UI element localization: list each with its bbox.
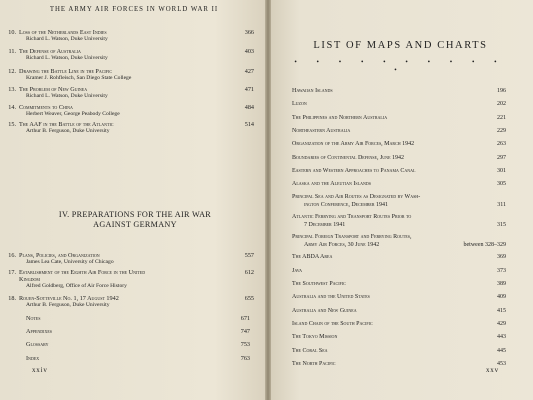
- entry-page: 366: [244, 29, 254, 36]
- map-title: The North Pacific: [292, 360, 336, 367]
- map-page: 311: [497, 201, 506, 208]
- entry-page: 655: [244, 295, 254, 302]
- toc-entry: [4, 121, 254, 145]
- entry-number: 11.: [8, 48, 16, 55]
- map-title: Island Chain of the South Pacific: [292, 320, 373, 327]
- map-entry: [292, 267, 506, 275]
- map-title: Eastern and Western Approaches to Panama Canal: [292, 167, 416, 174]
- book-gutter: [265, 0, 271, 400]
- running-head: THE ARMY AIR FORCES IN WORLD WAR II: [49, 6, 219, 13]
- map-title: Principal Foreign Transport and Ferrying Routes,: [292, 234, 412, 241]
- back-matter-label: Notes: [26, 315, 41, 322]
- back-matter-entry: [26, 315, 250, 322]
- entry-title: Drawing the Battle Line in the Pacific: [19, 68, 112, 75]
- entry-title: Establishment of the Eighth Air Force in the United: [19, 269, 146, 276]
- back-matter-label: Appendixes: [26, 328, 53, 335]
- map-title: Boundaries of Continental Defense, June 1942: [292, 154, 405, 161]
- entry-author: Kramer J. Rohfleisch, San Diego State College: [26, 75, 132, 81]
- map-entry: [292, 307, 506, 315]
- entry-title-continued: Kingdom: [19, 276, 40, 283]
- back-matter-page: 747: [240, 328, 250, 335]
- part-heading-line2: AGAINST GERMANY: [93, 220, 177, 229]
- map-entry: [292, 214, 506, 228]
- map-title: Luzon: [292, 101, 307, 108]
- map-page: 409: [497, 294, 506, 301]
- page-number-right: xxv: [486, 366, 499, 374]
- entry-title: The Problem of New Guinea: [19, 86, 88, 93]
- entry-number: 18.: [8, 295, 16, 302]
- map-entry: [292, 127, 506, 135]
- map-entry: [292, 141, 506, 148]
- entry-author: Arthur B. Ferguson, Duke University: [26, 302, 110, 308]
- map-entry: [292, 254, 506, 261]
- map-page: 443: [497, 334, 506, 341]
- back-matter-page: 753: [240, 341, 250, 348]
- map-page: 415: [497, 307, 506, 314]
- entry-number: 14.: [8, 104, 16, 111]
- entry-author: Herbert Weaver, George Peabody College: [26, 111, 120, 117]
- entry-number: 15.: [8, 121, 16, 128]
- map-page: 429: [497, 320, 506, 327]
- map-title-continued: 7 December 1941: [304, 221, 346, 228]
- map-page: 196: [497, 88, 506, 94]
- map-page: 445: [497, 347, 506, 354]
- map-entry: [292, 360, 506, 368]
- back-matter-label: Glossary: [26, 341, 49, 348]
- entry-page: 471: [244, 86, 254, 93]
- back-matter-page: 763: [240, 355, 250, 362]
- entry-number: 17.: [8, 269, 16, 276]
- entry-page: 557: [244, 252, 254, 259]
- entry-page: 427: [244, 68, 254, 75]
- entry-author: Richard L. Watson, Duke University: [26, 55, 108, 61]
- map-title: The ABDA Area: [292, 254, 333, 261]
- map-entry: [292, 181, 506, 188]
- map-title: Java: [292, 267, 302, 274]
- map-page: 389: [497, 281, 506, 287]
- entry-author: James Lea Cate, University of Chicago: [26, 259, 114, 265]
- map-title: Alaska and the Aleutian Islands: [292, 181, 371, 188]
- list-title: LIST OF MAPS AND CHARTS: [313, 40, 488, 51]
- map-title: Northeastern Australia: [292, 127, 351, 134]
- map-entry: [292, 234, 506, 248]
- map-entry: [292, 281, 506, 288]
- map-entry: [292, 114, 506, 122]
- map-entry: [292, 334, 506, 341]
- map-entry: [292, 88, 506, 95]
- ornament-dots: • • • • • • • • • • •: [294, 58, 506, 74]
- entry-page: 484: [244, 104, 254, 111]
- part-heading-line1: IV. PREPARATIONS FOR THE AIR WAR: [58, 210, 212, 219]
- map-title: The Southwest Pacific: [292, 281, 346, 287]
- back-matter-label: Index: [26, 355, 40, 362]
- entry-title: The AAF in the Battle of the Atlantic: [19, 121, 114, 128]
- map-entry: [292, 101, 506, 108]
- entry-author: Arthur B. Ferguson, Duke University: [26, 128, 110, 134]
- page-number-left: xxiv: [32, 366, 48, 374]
- entry-title: Rouen-Sotteville No. 1, 17 August 1942: [19, 295, 119, 302]
- map-page: 315: [497, 221, 506, 228]
- entry-page: 403: [244, 48, 254, 55]
- map-entry: [292, 154, 506, 162]
- map-page: 369: [497, 254, 506, 261]
- map-title: Australia and New Guinea: [292, 307, 357, 314]
- map-title: Hawaiian Islands: [292, 88, 333, 94]
- entry-number: 12.: [8, 68, 16, 75]
- map-entry: [292, 347, 506, 355]
- map-title: The Philippines and Northern Australia: [292, 114, 388, 121]
- map-page: 305: [497, 181, 506, 188]
- entry-author: Richard L. Watson, Duke University: [26, 36, 108, 42]
- map-entry: [292, 194, 506, 208]
- map-page: 373: [497, 267, 506, 274]
- map-title: The Coral Sea: [292, 347, 328, 354]
- entry-title: The Defense of Australia: [19, 48, 81, 55]
- map-page: 202: [497, 101, 506, 108]
- map-title: Australia and the United States: [292, 294, 370, 301]
- map-entry: [292, 294, 506, 301]
- entry-number: 13.: [8, 86, 16, 93]
- back-matter-entry: [26, 341, 250, 348]
- back-matter-entry: [26, 328, 250, 335]
- map-page: 221: [497, 114, 506, 121]
- entry-author: Richard L. Watson, Duke University: [26, 93, 108, 99]
- entry-page: 612: [244, 269, 254, 276]
- entry-page: 514: [244, 121, 254, 128]
- entry-number: 10.: [8, 29, 16, 36]
- map-title: Atlantic Ferrying and Transport Routes Prior to: [292, 214, 412, 221]
- part-heading: [20, 210, 250, 230]
- map-page: 229: [497, 127, 506, 134]
- map-page: 453: [497, 360, 506, 367]
- entry-title: Commitments to China: [19, 104, 73, 111]
- map-title: The Tokyo Mission: [292, 334, 338, 341]
- map-entry: [292, 320, 506, 328]
- map-title-continued: Army Air Forces, 30 June 1942: [304, 241, 380, 248]
- entry-number: 16.: [8, 252, 16, 259]
- map-page: 301: [497, 167, 506, 174]
- map-title: Organization of the Army Air Forces, March 1942: [292, 141, 415, 148]
- map-title: Principal Sea and Air Routes as Designated by Wash-: [292, 194, 421, 201]
- map-entry: [292, 167, 506, 175]
- map-page: 263: [497, 141, 506, 148]
- entry-title: Plans, Policies, and Organization: [19, 252, 100, 259]
- entry-title: Loss of the Netherlands East Indies: [19, 29, 107, 36]
- back-matter-entry: [26, 355, 250, 362]
- map-page: 297: [497, 154, 506, 161]
- toc-entry: [4, 269, 254, 293]
- map-page: between 328–329: [463, 241, 506, 248]
- back-matter-page: 671: [240, 315, 250, 322]
- map-title-continued: ington Conference, December 1941: [304, 201, 389, 208]
- entry-author: Alfred Goldberg, Office of Air Force History: [26, 283, 127, 289]
